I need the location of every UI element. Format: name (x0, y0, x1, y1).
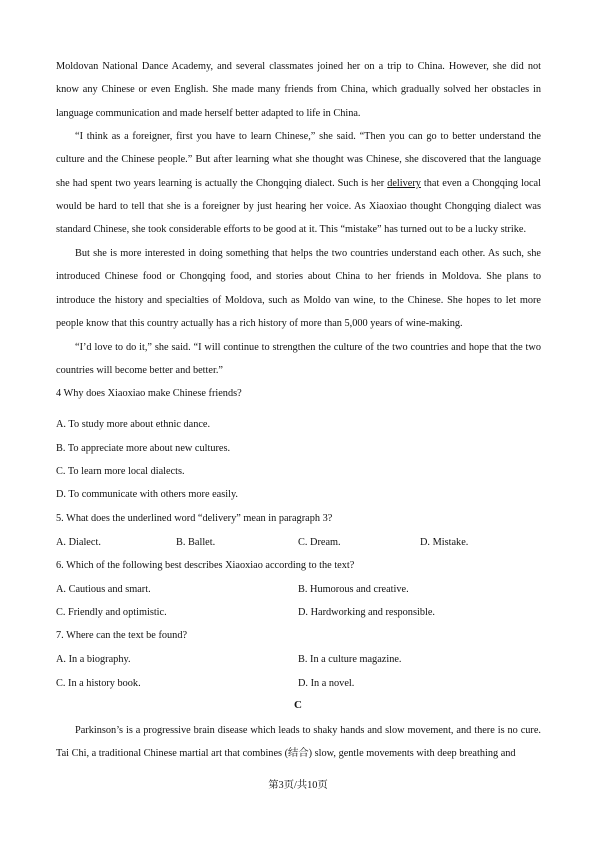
question-5-stem: 5. What does the underlined word “delivery” mean in paragraph 3? (56, 513, 333, 524)
question-5-option-d[interactable]: D. Mistake. (420, 537, 469, 548)
question-7-option-c[interactable]: C. In a history book. (56, 678, 141, 689)
underlined-word-delivery: delivery (387, 177, 421, 189)
question-4-option-b[interactable]: B. To appreciate more about new cultures. (56, 443, 231, 454)
question-5-option-b[interactable]: B. Ballet. (176, 537, 216, 548)
section-c-paragraph-1: Parkinson’s is a progressive brain disease which leads to shaky hands and slow movement, and there is no cure. Tai Chi, a traditional Chinese martial art that combines (结合) slow, gentle movements with deep breathing and (56, 725, 541, 760)
question-6-stem: 6. Which of the following best describes Xiaoxiao according to the text? (56, 560, 355, 571)
paragraph-2-text-b: that even a Chongqing local would be hard to tell that she is a foreigner by just hearing her voice. As Xiaoxiao thought Chongqing dialect was standard Chinese, she took considerable efforts to be good at it. This “mistake” has turned out to be a lucky strike. (56, 177, 541, 236)
question-4-option-c[interactable]: C. To learn more local dialects. (56, 466, 185, 477)
question-7-stem: 7. Where can the text be found? (56, 630, 188, 641)
question-4-option-d[interactable]: D. To communicate with others more easily. (56, 489, 239, 500)
question-5-option-a[interactable]: A. Dialect. (56, 537, 101, 548)
question-7-option-b[interactable]: B. In a culture magazine. (298, 654, 402, 665)
question-6-option-b[interactable]: B. Humorous and creative. (298, 584, 409, 595)
passage-paragraph-3: But she is more interested in doing something that helps the two countries understand each other. As such, she introduced Chinese food or Chongqing food, and stories about China to her friends in Moldova. She plans to introduce the history and specialties of Moldova, such as Moldo van wine, to the Chinese. She hopes to let more people know that this country actually has a rich history of more than 5,000 years of wine-making. (56, 248, 541, 329)
question-6-option-c[interactable]: C. Friendly and optimistic. (56, 607, 167, 618)
passage-paragraph-1: Moldovan National Dance Academy, and several classmates joined her on a trip to China. However, she did not know any Chinese or even English. She made many friends from China, which gradually solved her obstacles in language communication and made herself better adapted to life in China. (56, 61, 541, 119)
question-7-option-d[interactable]: D. In a novel. (298, 678, 355, 689)
question-5-option-c[interactable]: C. Dream. (298, 537, 341, 548)
question-6-option-d[interactable]: D. Hardworking and responsible. (298, 607, 435, 618)
question-4-option-a[interactable]: A. To study more about ethnic dance. (56, 419, 211, 430)
paragraph-2-text-a: “I think as a foreigner, first you have to learn Chinese,” she said. “Then you can go to better understand the culture and the Chinese people.” But after learning what she thought was Chinese, she discovered that the language she had spent two years learning is actually the Chongqing dialect. Such is her (56, 131, 541, 189)
question-7-option-a[interactable]: A. In a biography. (56, 654, 131, 665)
page-number-footer: 第3页/共10页 (268, 780, 328, 791)
passage-paragraph-2 (56, 125, 541, 241)
question-6-option-a[interactable]: A. Cautious and smart. (56, 584, 151, 595)
section-c-heading: C (294, 699, 302, 711)
passage-paragraph-4: “I’d love to do it,” she said. “I will continue to strengthen the culture of the two countries and hope that the two countries will become better and better.” (56, 342, 541, 377)
question-4-stem: 4 Why does Xiaoxiao make Chinese friends? (56, 388, 242, 399)
